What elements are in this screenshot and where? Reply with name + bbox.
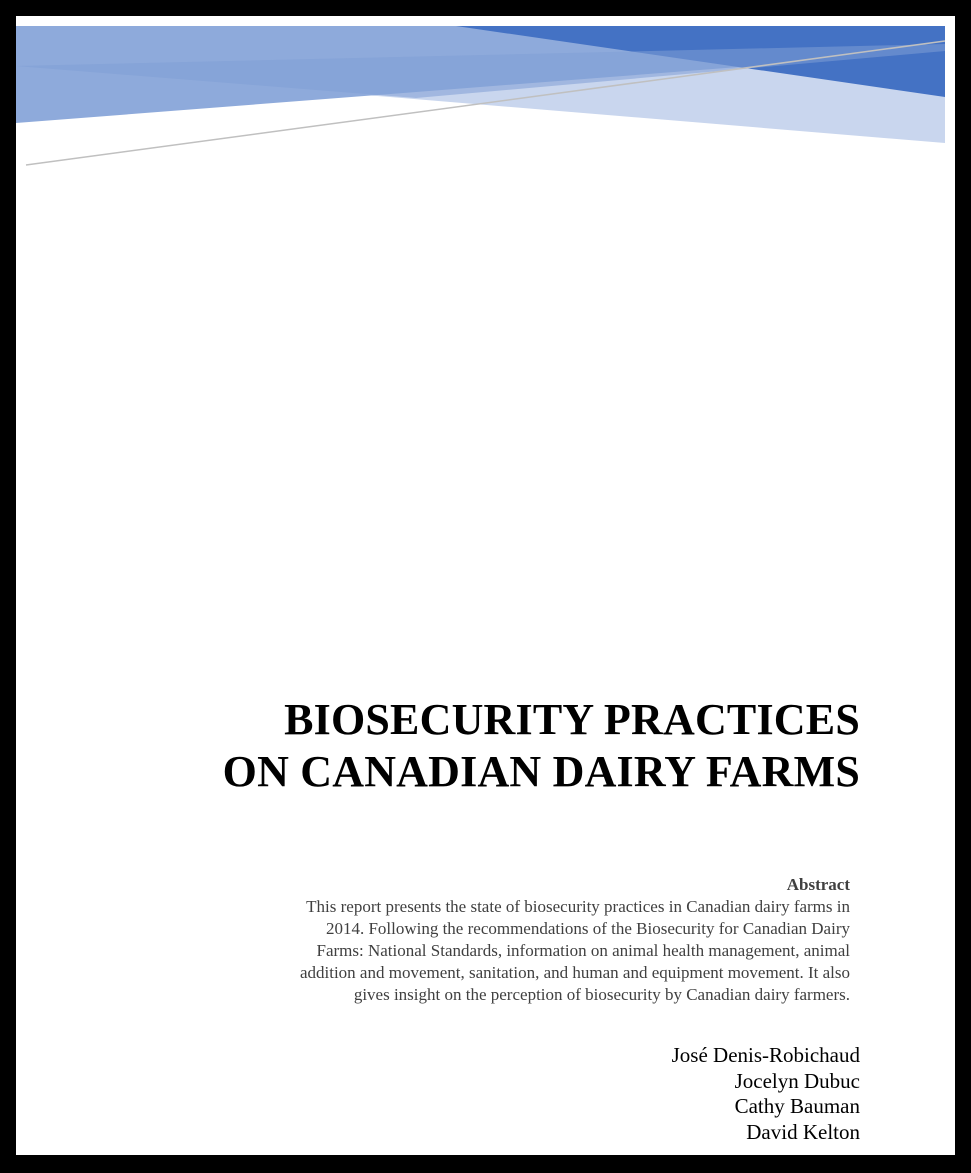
title-line-1: BIOSECURITY PRACTICES (284, 695, 860, 744)
title-line-2: ON CANADIAN DAIRY FARMS (222, 747, 860, 796)
abstract-line: 2014. Following the recommendations of the Biosecurity for Canadian Dairy (325, 919, 850, 938)
abstract-heading: Abstract (786, 875, 850, 894)
author-name: Jocelyn Dubuc (734, 1068, 860, 1093)
author-name: Cathy Bauman (734, 1094, 860, 1119)
abstract-section (196, 874, 850, 1006)
document-page (16, 16, 955, 1155)
abstract-line: addition and movement, sanitation, and human and equipment movement. It also (299, 963, 850, 982)
abstract-line: Farms: National Standards, information on animal health management, animal (316, 941, 850, 960)
abstract-line: gives insight on the perception of biosecurity by Canadian dairy farmers. (353, 985, 850, 1004)
document-title (116, 694, 860, 798)
author-name: David Kelton (746, 1120, 860, 1145)
author-list (516, 1043, 860, 1146)
author-name: José Denis-Robichaud (671, 1043, 860, 1067)
abstract-line: This report presents the state of biosecurity practices in Canadian dairy farms in (306, 897, 850, 916)
header-decoration (16, 16, 955, 196)
